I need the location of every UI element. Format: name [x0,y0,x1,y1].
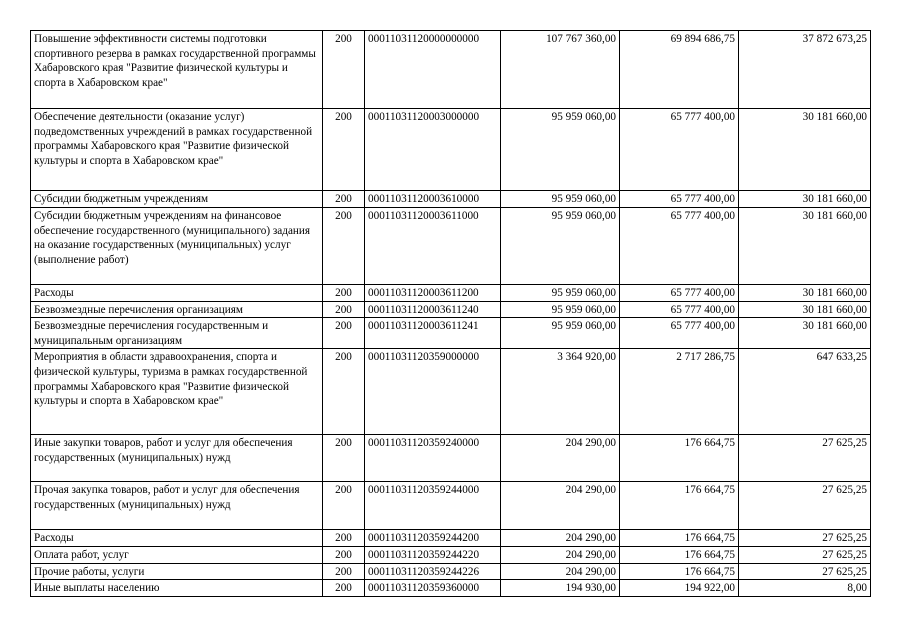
approved-amount-cell: 95 959 060,00 [501,191,620,208]
line-code-cell: 200 [323,301,365,318]
approved-amount-cell: 204 290,00 [501,546,620,563]
table-row [31,31,871,109]
classification-code-cell: 00011031120359244226 [365,563,501,580]
approved-amount-cell: 95 959 060,00 [501,208,620,285]
classification-code-cell: 00011031120359244220 [365,546,501,563]
unexecuted-amount-cell: 30 181 660,00 [739,109,871,191]
unexecuted-amount-cell: 27 625,25 [739,530,871,547]
table-row [31,109,871,191]
approved-amount-cell: 95 959 060,00 [501,318,620,349]
unexecuted-amount-cell: 8,00 [739,580,871,597]
approved-amount-cell: 194 930,00 [501,580,620,597]
table-row [31,563,871,580]
table-row [31,318,871,349]
item-name-cell: Субсидии бюджетным учреждениям [31,191,323,208]
unexecuted-amount-cell: 37 872 673,25 [739,31,871,109]
classification-code-cell: 00011031120359244200 [365,530,501,547]
table-row [31,435,871,482]
table-row [31,208,871,285]
classification-code-cell: 00011031120359360000 [365,580,501,597]
classification-code-cell: 00011031120003611241 [365,318,501,349]
item-name-cell: Мероприятия в области здравоохранения, спорта и физической культуры, туризма в рамках государственной программы Хабаровского края "Развитие физической культуры и спорта в Хабаровском крае" [31,349,323,435]
executed-amount-cell: 65 777 400,00 [620,208,739,285]
item-name-cell: Безвозмездные перечисления организациям [31,301,323,318]
classification-code-cell: 00011031120359240000 [365,435,501,482]
line-code-cell: 200 [323,318,365,349]
table-row [31,191,871,208]
table-row [31,580,871,597]
approved-amount-cell: 95 959 060,00 [501,109,620,191]
line-code-cell: 200 [323,482,365,530]
executed-amount-cell: 65 777 400,00 [620,109,739,191]
line-code-cell: 200 [323,208,365,285]
unexecuted-amount-cell: 30 181 660,00 [739,208,871,285]
unexecuted-amount-cell: 27 625,25 [739,435,871,482]
line-code-cell: 200 [323,109,365,191]
item-name-cell: Расходы [31,285,323,302]
line-code-cell: 200 [323,563,365,580]
approved-amount-cell: 107 767 360,00 [501,31,620,109]
item-name-cell: Обеспечение деятельности (оказание услуг) подведомственных учреждений в рамках государственной программы Хабаровского края "Развитие физической культуры и спорта в Хабаровском крае" [31,109,323,191]
item-name-cell: Иные закупки товаров, работ и услуг для обеспечения государственных (муниципальных) нужд [31,435,323,482]
item-name-cell: Субсидии бюджетным учреждениям на финансовое обеспечение государственного (муниципального) задания на оказание государственных (муниципальных) услуг (выполнение работ) [31,208,323,285]
executed-amount-cell: 65 777 400,00 [620,285,739,302]
classification-code-cell: 00011031120359244000 [365,482,501,530]
line-code-cell: 200 [323,191,365,208]
executed-amount-cell: 176 664,75 [620,546,739,563]
executed-amount-cell: 176 664,75 [620,435,739,482]
unexecuted-amount-cell: 30 181 660,00 [739,318,871,349]
table-row [31,349,871,435]
approved-amount-cell: 204 290,00 [501,530,620,547]
classification-code-cell: 00011031120000000000 [365,31,501,109]
unexecuted-amount-cell: 27 625,25 [739,563,871,580]
classification-code-cell: 00011031120003611200 [365,285,501,302]
item-name-cell: Безвозмездные перечисления государственным и муниципальным организациям [31,318,323,349]
budget-execution-table [30,30,871,597]
approved-amount-cell: 95 959 060,00 [501,285,620,302]
unexecuted-amount-cell: 30 181 660,00 [739,191,871,208]
executed-amount-cell: 176 664,75 [620,530,739,547]
executed-amount-cell: 65 777 400,00 [620,318,739,349]
table-row [31,301,871,318]
table-row [31,482,871,530]
line-code-cell: 200 [323,580,365,597]
table-row [31,530,871,547]
item-name-cell: Расходы [31,530,323,547]
approved-amount-cell: 204 290,00 [501,563,620,580]
item-name-cell: Прочая закупка товаров, работ и услуг для обеспечения государственных (муниципальных) нужд [31,482,323,530]
executed-amount-cell: 65 777 400,00 [620,301,739,318]
approved-amount-cell: 204 290,00 [501,482,620,530]
approved-amount-cell: 3 364 920,00 [501,349,620,435]
executed-amount-cell: 2 717 286,75 [620,349,739,435]
line-code-cell: 200 [323,530,365,547]
line-code-cell: 200 [323,349,365,435]
classification-code-cell: 00011031120359000000 [365,349,501,435]
line-code-cell: 200 [323,435,365,482]
classification-code-cell: 00011031120003610000 [365,191,501,208]
executed-amount-cell: 69 894 686,75 [620,31,739,109]
unexecuted-amount-cell: 647 633,25 [739,349,871,435]
line-code-cell: 200 [323,285,365,302]
item-name-cell: Прочие работы, услуги [31,563,323,580]
item-name-cell: Повышение эффективности системы подготовки спортивного резерва в рамках государственной программы Хабаровского края "Развитие физической культуры и спорта в Хабаровском крае" [31,31,323,109]
table-row [31,546,871,563]
approved-amount-cell: 95 959 060,00 [501,301,620,318]
unexecuted-amount-cell: 27 625,25 [739,546,871,563]
approved-amount-cell: 204 290,00 [501,435,620,482]
line-code-cell: 200 [323,31,365,109]
classification-code-cell: 00011031120003000000 [365,109,501,191]
item-name-cell: Оплата работ, услуг [31,546,323,563]
line-code-cell: 200 [323,546,365,563]
table-row [31,285,871,302]
executed-amount-cell: 176 664,75 [620,482,739,530]
executed-amount-cell: 194 922,00 [620,580,739,597]
unexecuted-amount-cell: 30 181 660,00 [739,285,871,302]
classification-code-cell: 00011031120003611240 [365,301,501,318]
item-name-cell: Иные выплаты населению [31,580,323,597]
executed-amount-cell: 176 664,75 [620,563,739,580]
unexecuted-amount-cell: 30 181 660,00 [739,301,871,318]
executed-amount-cell: 65 777 400,00 [620,191,739,208]
unexecuted-amount-cell: 27 625,25 [739,482,871,530]
classification-code-cell: 00011031120003611000 [365,208,501,285]
